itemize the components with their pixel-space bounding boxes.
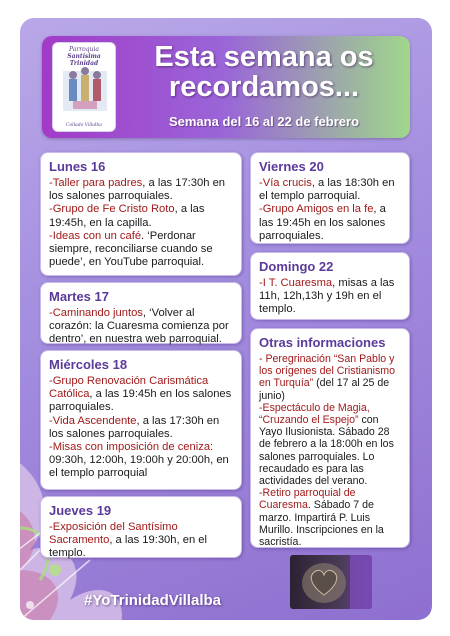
info-item: -Espectáculo de Magia, “Cruzando el Espejo” con Yayo Ilusionista. Sábado 28 de febrero a la 18:00h en los salones parroquiales. Lo recaudado es para las actividades del verano.: [259, 401, 394, 488]
day-heading: Domingo 22: [259, 259, 334, 274]
event-item: -Vida Ascendente, a las 17:30h en los salones parroquiales.: [49, 414, 220, 440]
logo-line-2: Santísima Trinidad: [67, 53, 101, 67]
info-item: - Peregrinación “San Pablo y los orígenes del Cristianismo en Turquía” (del 17 al 25 de junio): [259, 353, 396, 402]
event-item: -Ideas con un café. ‘Perdonar siempre, reconciliarse cuando se puede’, en YouTube parroquial.: [49, 229, 213, 269]
day-heading: Miércoles 18: [49, 357, 128, 372]
card-jueves: [40, 496, 242, 558]
week-subtitle: Semana del 16 al 22 de febrero: [168, 114, 360, 129]
info-item: -Retiro parroquial de Cuaresma. Sábado 7 de marzo. Impartirá P. Luis Murillo. Inscripciones en la sacristía.: [259, 487, 384, 549]
day-heading: Viernes 20: [259, 159, 324, 174]
event-item: -Vía crucis, a las 18:30h en el templo parroquial.: [259, 177, 395, 203]
event-item: -Misas con imposición de ceniza: 09:30h, 12:00h, 19:00h y 20:00h, en el templo parroquial: [49, 441, 229, 480]
card-lunes: [40, 152, 242, 276]
day-heading: Lunes 16: [49, 159, 106, 174]
card-miercoles: [40, 350, 242, 490]
event-item: -Grupo Amigos en la fe, a las 19:45h en los salones parroquiales.: [259, 203, 386, 242]
logo-line-3: Collado Villalba: [66, 123, 102, 128]
poster: [20, 18, 432, 620]
day-heading: Martes 17: [49, 289, 109, 304]
logo-figures-icon: [59, 61, 111, 115]
event-item: -Grupo Renovación Carismática Católica, a las 19:45h en los salones parroquiales.: [49, 375, 232, 414]
title-line-2: recordamos...: [168, 71, 360, 103]
card-domingo: [250, 252, 410, 320]
parish-logo: [52, 42, 116, 132]
logo-line-1: Parroquia: [69, 46, 99, 53]
page-title: [126, 42, 402, 102]
title-line-1: Esta semana os: [154, 41, 374, 73]
card-otras-informaciones: [250, 328, 410, 548]
day-heading: Jueves 19: [49, 503, 112, 518]
header-banner: [42, 36, 410, 138]
hashtag: #YoTrinidadVillalba: [84, 592, 221, 609]
ash-heart-icon: [290, 555, 372, 609]
card-martes: [40, 282, 242, 344]
section-heading: Otras informaciones: [259, 335, 386, 350]
event-item: -Taller para padres, a las 17:30h en los salones parroquiales.: [49, 177, 226, 203]
event-item: -I T. Cuaresma, misas a las 11h, 12h,13h y 19h en el templo.: [259, 277, 395, 316]
event-item: -Exposición del Santísimo Sacramento, a las 19:30h, en el templo.: [49, 521, 207, 560]
ash-heart-image: [290, 555, 372, 609]
event-item: -Grupo de Fe Cristo Roto, a las 19:45h, en la capilla.: [49, 203, 205, 229]
card-viernes: [250, 152, 410, 244]
event-item: -Caminando juntos, ‘Volver al corazón: la Cuaresma comienza por dentro’, en nuestra web parroquial.: [49, 307, 229, 346]
